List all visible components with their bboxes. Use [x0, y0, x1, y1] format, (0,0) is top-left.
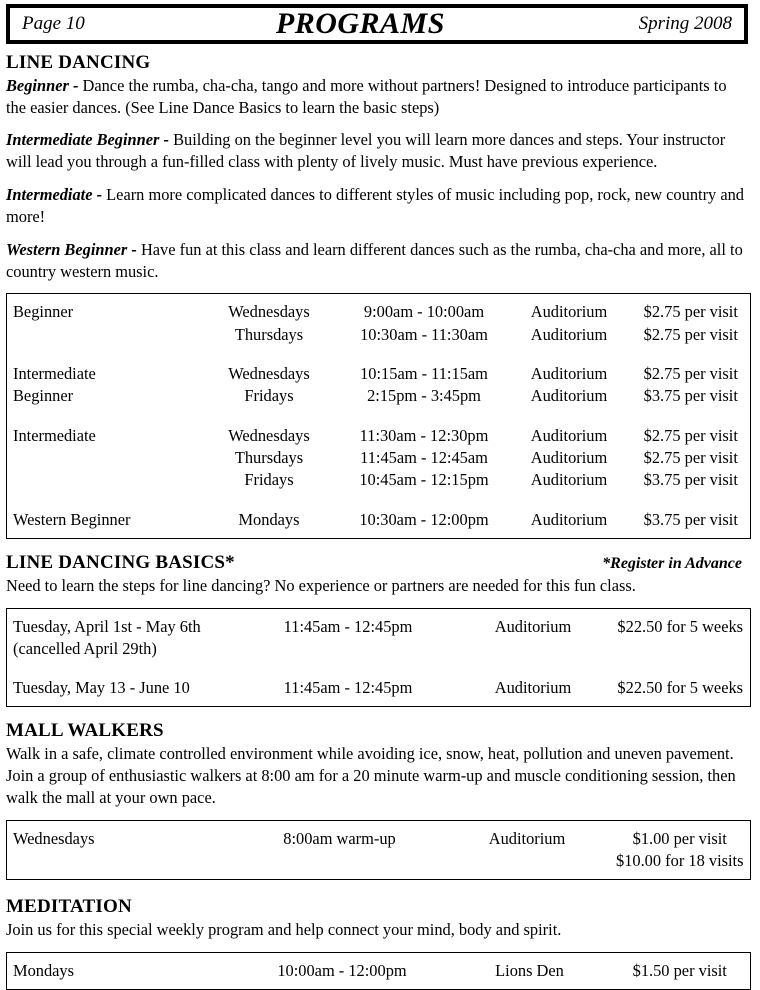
cell-program: Western Beginner	[13, 509, 131, 529]
paragraph-lead-intermediate: Intermediate -	[6, 185, 103, 205]
cell-program: Beginner	[13, 302, 74, 322]
table-pad-row	[7, 953, 751, 961]
cell-location: Auditorium	[530, 302, 608, 322]
cell-time: 11:45am - 12:45am	[360, 447, 488, 467]
cell-price-main: $1.00 per visit	[632, 828, 727, 848]
section-heading-mall-walkers: MALL WALKERS	[6, 720, 164, 742]
paragraph-text-beginner: Dance the rumba, cha-cha, tango and more without partners! Designed to introduce participants to the easier dances. (See Line Dance Basics to learn the basic steps)	[6, 75, 727, 117]
schedule-table-line-dancing-basics	[6, 608, 751, 708]
issue-season-label: Spring 2008	[638, 13, 732, 34]
cell-time: 11:45am - 12:45pm	[283, 616, 413, 636]
cell-program: Intermediate	[13, 425, 96, 445]
cell-location: Auditorium	[530, 363, 608, 383]
cell-day: Wednesdays	[228, 302, 310, 322]
table-row	[7, 385, 751, 407]
cell-day: Thursdays	[234, 447, 304, 467]
table-pad-row	[7, 699, 751, 707]
cell-price: $2.75 per visit	[643, 363, 738, 383]
cell-price: $2.75 per visit	[643, 302, 738, 322]
page-number-label: Page 10	[22, 13, 85, 34]
cell-price	[610, 828, 751, 873]
section-heading-line-dancing-basics: LINE DANCING BASICS*	[6, 551, 235, 573]
cell-price-alt: $10.00 for 18 visits	[616, 851, 744, 871]
table-row	[7, 828, 751, 873]
spacer	[6, 539, 750, 552]
cell-program	[7, 469, 197, 491]
paragraph-intermediate-beginner	[6, 129, 750, 173]
table-pad-row	[7, 294, 751, 302]
spacer	[6, 943, 750, 952]
paragraph-mall-walkers: Walk in a safe, climate controlled environment while avoiding ice, snow, heat, pollution and uneven pavement. Join a group of enthusiastic walkers at 8:00 am for a 20 minute warm-up and muscle conditioning session, then walk the mall at your own pace.	[6, 744, 736, 807]
cell-day: Mondays	[13, 961, 75, 980]
cell-day: Wednesdays	[228, 363, 310, 383]
table-row	[7, 469, 751, 491]
table-row	[7, 363, 751, 385]
cell-day: Wednesdays	[13, 828, 95, 848]
cell-program	[7, 324, 197, 346]
section-heading-line-dancing: LINE DANCING	[6, 52, 151, 73]
cell-day: Wednesdays	[228, 425, 310, 445]
cell-price: $2.75 per visit	[643, 447, 738, 467]
cell-time: 2:15pm - 3:45pm	[367, 386, 481, 406]
table-row	[7, 447, 751, 469]
cell-price: $22.50 for 5 weeks	[617, 678, 744, 698]
cell-dates-note: (cancelled April 29th)	[13, 638, 157, 658]
table-row	[7, 960, 751, 982]
cell-day: Thursdays	[234, 324, 304, 344]
cell-location: Auditorium	[530, 509, 608, 529]
table-pad-row	[7, 982, 751, 990]
table-row	[7, 425, 751, 447]
paragraph-text-intermediate: Learn more complicated dances to different styles of music including pop, rock, new country and more!	[6, 185, 744, 226]
cell-program: Intermediate	[13, 363, 96, 383]
paragraph-text-western-beginner: Have fun at this class and learn different dances such as the rumba, cha-cha and more, all to country western music.	[6, 239, 743, 281]
schedule-table-mall-walkers	[6, 820, 751, 881]
cell-day: Fridays	[244, 386, 294, 406]
cell-location: Auditorium	[530, 470, 608, 490]
cell-program: Beginner	[13, 386, 74, 406]
schedule-table-line-dancing	[6, 293, 751, 539]
cell-time: 10:45am - 12:15pm	[359, 470, 489, 490]
spacer	[6, 284, 750, 293]
paragraph-lead-intermediate-beginner: Intermediate Beginner -	[6, 130, 169, 150]
table-row	[7, 616, 751, 661]
table-group-gap	[7, 492, 751, 509]
table-group-gap	[7, 346, 751, 363]
cell-location: Auditorium	[530, 425, 608, 445]
cell-location: Auditorium	[494, 678, 572, 698]
cell-location: Auditorium	[530, 447, 608, 467]
paragraph-meditation: Join us for this special weekly program and help connect your mind, body and spirit.	[6, 920, 562, 940]
paragraph-intermediate	[6, 184, 750, 228]
cell-price: $1.50 per visit	[632, 961, 727, 980]
table-pad-row	[7, 820, 751, 828]
cell-price: $3.75 per visit	[643, 509, 738, 529]
paragraph-text-intermediate-beginner: Building on the beginner level you will learn more dances and steps. Your instructor will lead you through a fun-filled class with plenty of lively music. Must have previous experience.	[6, 130, 726, 172]
cell-time: 11:45am - 12:45pm	[283, 678, 413, 698]
spacer	[6, 707, 750, 720]
cell-day: Mondays	[238, 509, 300, 529]
section-heading-row-basics	[6, 552, 750, 575]
paragraph-lead-western-beginner: Western Beginner -	[6, 239, 137, 259]
cell-price: $2.75 per visit	[643, 425, 738, 445]
cell-price: $3.75 per visit	[643, 386, 738, 406]
paragraph-lead-beginner: Beginner -	[6, 75, 79, 95]
cell-location: Lions Den	[495, 961, 564, 980]
table-row	[7, 324, 751, 346]
table-group-gap	[7, 408, 751, 425]
cell-dates-main: Tuesday, May 13 - June 10	[13, 678, 190, 698]
page-title: PROGRAMS	[275, 7, 445, 40]
cell-time: 9:00am - 10:00am	[363, 302, 485, 322]
cell-dates	[7, 616, 241, 661]
spacer	[6, 599, 750, 608]
cell-location: Auditorium	[494, 616, 572, 636]
cell-location: Auditorium	[530, 386, 608, 406]
table-row	[7, 509, 751, 531]
cell-time: 10:30am - 12:00pm	[359, 509, 489, 529]
cell-dates	[7, 677, 241, 699]
section-heading-meditation: MEDITATION	[6, 896, 132, 918]
paragraph-basics: Need to learn the steps for line dancing? No experience or partners are needed for this fun class.	[6, 575, 636, 595]
paragraph-western-beginner	[6, 239, 750, 283]
page-header-banner	[6, 4, 748, 44]
page-content	[6, 52, 750, 990]
cell-day: Fridays	[244, 470, 294, 490]
table-pad-row	[7, 531, 751, 539]
cell-time: 10:15am - 11:15am	[360, 363, 488, 383]
cell-program	[7, 447, 197, 469]
cell-time: 11:30am - 12:30pm	[359, 425, 489, 445]
table-pad-row	[7, 872, 751, 880]
cell-price: $22.50 for 5 weeks	[617, 616, 744, 636]
cell-price: $2.75 per visit	[643, 324, 738, 344]
table-group-gap	[7, 660, 751, 677]
spacer	[6, 880, 750, 896]
cell-price: $3.75 per visit	[643, 470, 738, 490]
schedule-table-meditation	[6, 952, 751, 990]
table-pad-row	[7, 608, 751, 616]
cell-time: 10:00am - 12:00pm	[277, 961, 407, 980]
cell-location: Auditorium	[530, 324, 608, 344]
table-row	[7, 677, 751, 699]
register-in-advance-note: *Register in Advance	[602, 554, 742, 572]
spacer	[6, 811, 750, 820]
cell-dates-main: Tuesday, April 1st - May 6th	[13, 616, 201, 636]
cell-time: 10:30am - 11:30am	[360, 324, 488, 344]
paragraph-beginner	[6, 75, 750, 119]
cell-location: Auditorium	[488, 828, 566, 848]
table-row	[7, 301, 751, 323]
cell-time: 8:00am warm-up	[283, 828, 396, 848]
